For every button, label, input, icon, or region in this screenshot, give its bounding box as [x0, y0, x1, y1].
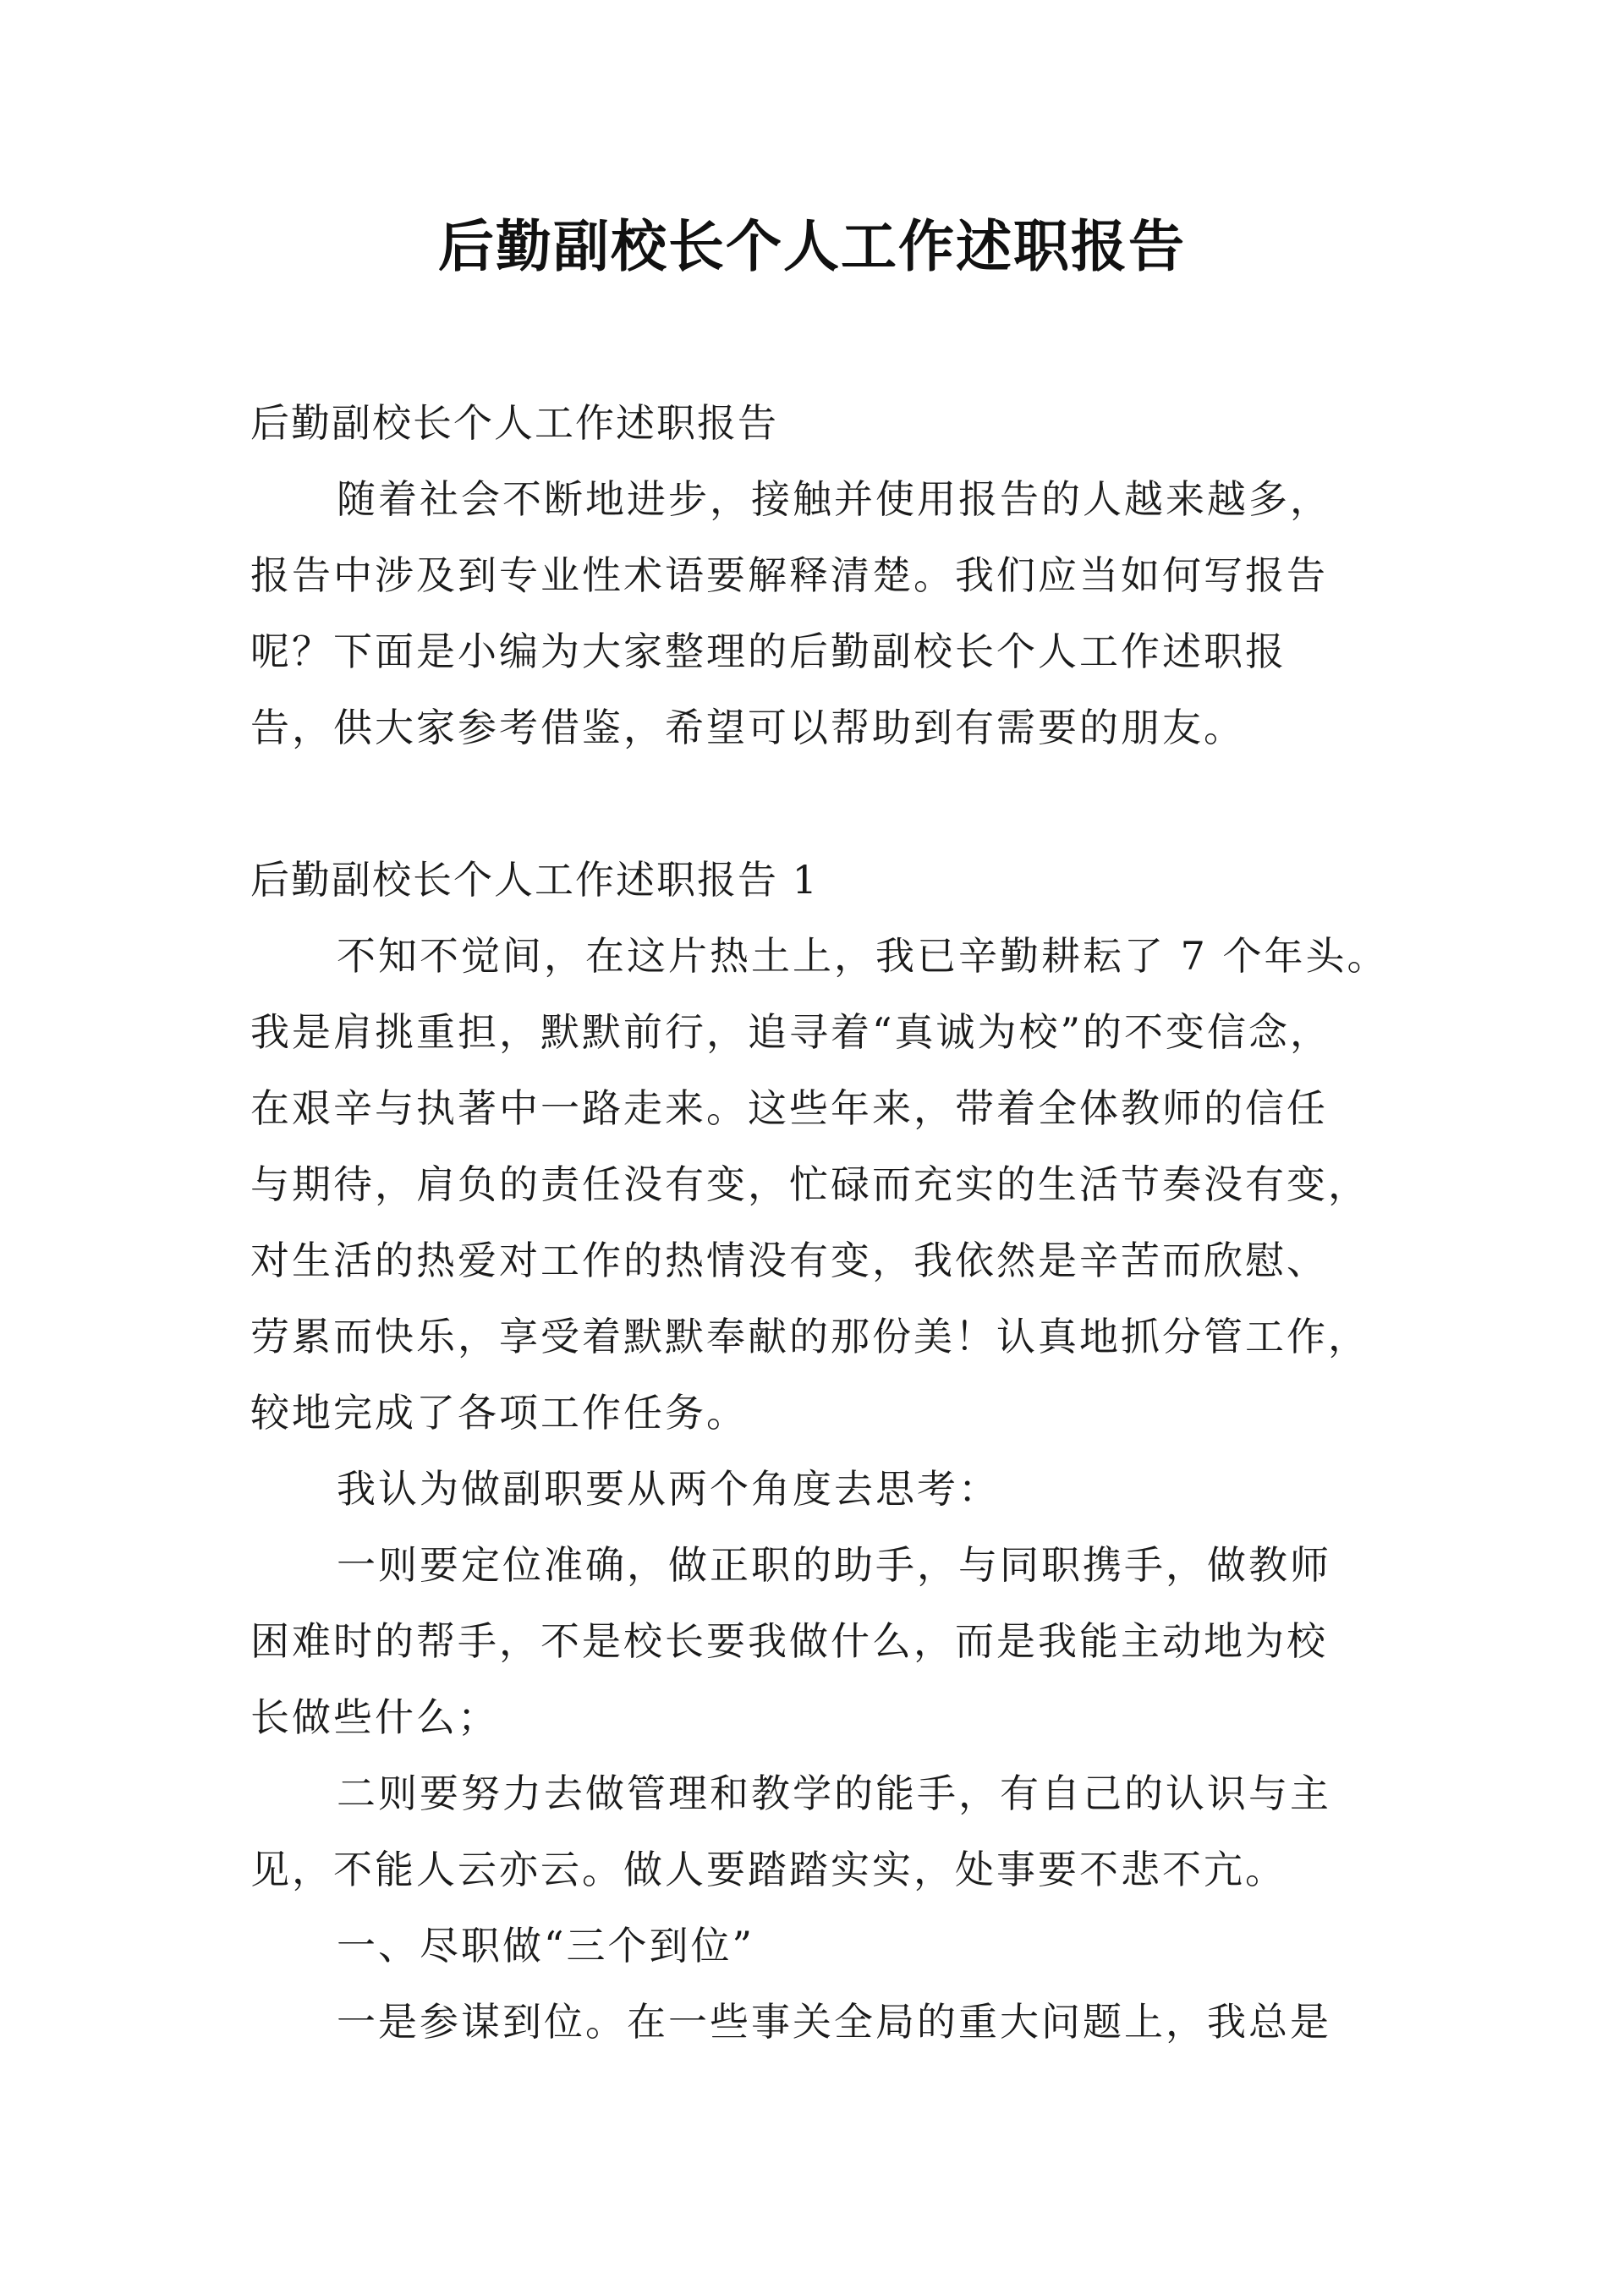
paragraph-line: 二则要努力去做管理和教学的能手，有自己的认识与主: [337, 1771, 1331, 1816]
section-spacer: [250, 766, 1384, 842]
paragraph-line: 劳累而快乐，享受着默默奉献的那份美！认真地抓分管工作，: [250, 1314, 1369, 1359]
paragraph-line: 不知不觉间，在这片热土上，我已辛勤耕耘了 7 个年头。: [337, 933, 1389, 979]
paragraph-line: 告，供大家参考借鉴，希望可以帮助到有需要的朋友。: [250, 705, 1245, 750]
paragraph-line: 困难时的帮手，不是校长要我做什么，而是我能主动地为校: [250, 1618, 1328, 1664]
paragraph-line: 一则要定位准确，做正职的助手，与同职携手，做教师: [337, 1542, 1331, 1588]
paragraph-line: 报告中涉及到专业性术语要解释清楚。我们应当如何写报告: [250, 552, 1328, 598]
section-heading: 后勤副校长个人工作述职报告 1: [250, 857, 819, 903]
paragraph-line: 见，不能人云亦云。做人要踏踏实实，处事要不悲不亢。: [250, 1847, 1287, 1892]
paragraph-line: 对生活的热爱对工作的热情没有变，我依然是辛苦而欣慰、: [250, 1238, 1328, 1283]
paragraph-line: 一是参谋到位。在一些事关全局的重大问题上，我总是: [337, 1999, 1331, 2045]
paragraph-line: 我认为做副职要从两个角度去思考：: [337, 1466, 1000, 1512]
paragraph-line: 随着社会不断地进步，接触并使用报告的人越来越多，: [337, 476, 1331, 522]
paragraph-line: 较地完成了各项工作任务。: [250, 1390, 748, 1436]
subsection-heading: 一、尽职做“三个到位”: [337, 1923, 755, 1968]
paragraph-line: 与期待，肩负的责任没有变，忙碌而充实的生活节奏没有变，: [250, 1161, 1369, 1207]
paragraph-line: 呢？下面是小编为大家整理的后勤副校长个人工作述职报: [250, 629, 1287, 674]
paragraph-line: 在艰辛与执著中一路走来。这些年来，带着全体教师的信任: [250, 1085, 1328, 1131]
document-body: [250, 385, 1389, 2060]
intro-heading: 后勤副校长个人工作述职报告: [250, 400, 778, 446]
document-title: 后勤副校长个人工作述职报告: [438, 214, 1186, 279]
paragraph-line: 我是肩挑重担，默默前行，追寻着“真诚为校”的不变信念，: [250, 1009, 1332, 1055]
paragraph-line: 长做些什么；: [250, 1694, 499, 1740]
